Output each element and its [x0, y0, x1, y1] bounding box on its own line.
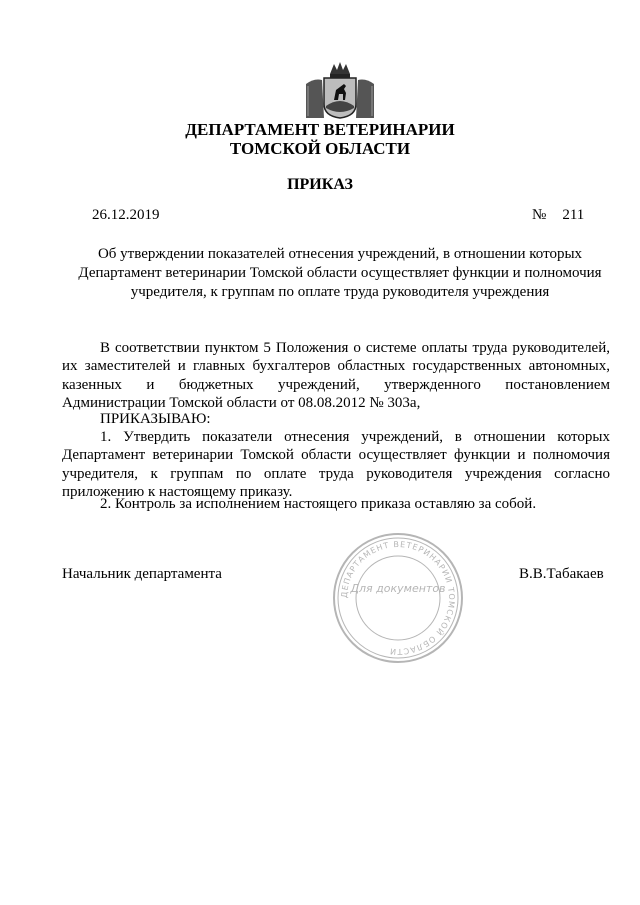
coat-of-arms-icon — [304, 60, 376, 120]
number-value: 211 — [562, 207, 585, 223]
preamble-paragraph — [62, 339, 610, 413]
subject-line: учредителя, к группам по оплате труда руководителя учреждения — [130, 284, 550, 300]
stamp-inner-text: Для документов — [350, 582, 446, 595]
organization-name-line1: ДЕПАРТАМЕНТ ВЕТЕРИНАРИИ — [185, 120, 455, 139]
number-sign: № — [532, 207, 547, 223]
svg-text:ДЕПАРТАМЕНТ ВЕТЕРИНАРИИ ТОМСКО — [340, 540, 456, 656]
document-date: 26.12.2019 — [92, 207, 160, 223]
official-stamp — [330, 530, 466, 666]
order-word: ПРИКАЗЫВАЮ: — [100, 411, 211, 427]
signatory-position: Начальник департамента — [62, 566, 222, 582]
subject-line: Департамент ветеринарии Томской области осуществляет функции и полномочия — [78, 265, 602, 281]
signatory-name: В.В.Табакаев — [519, 566, 604, 582]
subject-line: Об утверждении показателей отнесения учреждений, в отношении которых — [97, 246, 583, 262]
document-subject — [40, 245, 640, 302]
order-item-2: 2. Контроль за исполнением настоящего приказа оставляю за собой. — [100, 496, 537, 512]
organization-name-line2: ТОМСКОЙ ОБЛАСТИ — [229, 139, 411, 158]
order-item-1-text: 1. Утвердить показатели отнесения учреждений, в отношении которых Департамент ветеринарии Томской области осуществляет функции и полномочия учредителя, к группам по оплате труда руководителя учреждения согласно приложению к настоящему приказу. — [62, 429, 610, 501]
document-number — [532, 207, 600, 224]
stamp-ring-text: ДЕПАРТАМЕНТ ВЕТЕРИНАРИИ ТОМСКОЙ ОБЛАСТИ — [339, 539, 457, 657]
document-type-title: ПРИКАЗ — [287, 176, 353, 193]
order-item-1 — [62, 428, 610, 502]
preamble-text: В соответствии пунктом 5 Положения о системе оплаты труда руководителей, их заместителей и главных бухгалтеров областных государственных автономных, казенных и бюджетных учреждений, утвержденного постановлением Администрации Томской области от 08.08.2012 № 303а, — [62, 340, 610, 412]
